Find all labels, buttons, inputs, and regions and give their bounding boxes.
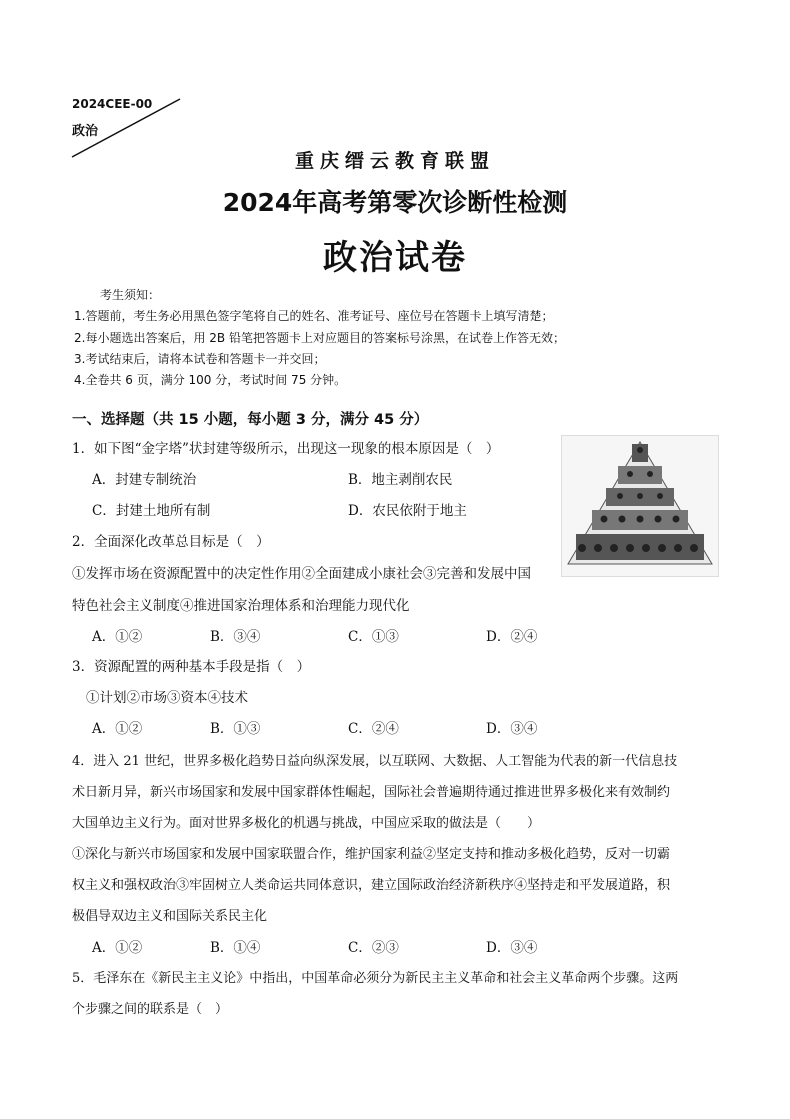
question-5-stem-cont: 个步骤之间的联系是（ ） [72, 1002, 229, 1017]
q2-option-a: A．①② [92, 629, 143, 645]
organization-title: 重庆缙云教育联盟 [294, 150, 495, 172]
question-4-statements: ①深化与新兴市场国家和发展中国家联盟合作，维护国家利益②坚定支持和推动多极化趋势，反对一切霸 [72, 847, 671, 862]
q3-option-d: D．③④ [486, 721, 538, 737]
q4-option-b: B．①④ [210, 940, 261, 956]
exam-title: 2024年高考第零次诊断性检测 [222, 188, 568, 217]
notice-item: 4.全卷共 6 页，满分 100 分，考试时间 75 分钟。 [74, 373, 347, 387]
question-3-statements: ①计划②市场③资本④技术 [86, 690, 248, 706]
question-4-statements-cont: 权主义和强权政治③牢固树立人类命运共同体意识，建立国际政治经济新秩序④坚持走和平发展道路，积 [72, 878, 671, 893]
q3-option-c: C．②④ [348, 721, 399, 737]
question-5-stem: 5．毛泽东在《新民主主义论》中指出，中国革命必须分为新民主主义革命和社会主义革命两个步骤。这两 [72, 971, 679, 986]
q1-option-c: C．封建土地所有制 [92, 503, 211, 519]
section-heading: 一、选择题（共 15 小题，每小题 3 分，满分 45 分） [72, 412, 429, 428]
q1-option-d: D．农民依附于地主 [348, 503, 467, 519]
paper-title: 政治试卷 [323, 238, 467, 278]
q2-option-d: D．②④ [486, 629, 538, 645]
q4-option-c: C．②③ [348, 940, 399, 956]
q4-option-a: A．①② [92, 940, 143, 956]
question-2-statements-cont: 特色社会主义制度④推进国家治理体系和治理能力现代化 [72, 598, 410, 614]
q4-option-d: D．③④ [486, 940, 538, 956]
q3-option-a: A．①② [92, 721, 143, 737]
notice-item: 1.答题前，考生务必用黑色签字笔将自己的姓名、准考证号、座位号在答题卡上填写清楚； [74, 309, 554, 323]
question-2-statements: ①发挥市场在资源配置中的决定性作用②全面建成小康社会③完善和发展中国 [72, 566, 531, 582]
notice-item: 2.每小题选出答案后，用 2B 铅笔把答题卡上对应题目的答案标号涂黑，在试卷上作答无效； [74, 331, 565, 345]
notice-item: 3.考试结束后，请将本试卷和答题卡一并交回； [74, 352, 326, 366]
question-3-stem: 3．资源配置的两种基本手段是指（ ） [72, 659, 311, 675]
q2-option-c: C．①③ [348, 629, 399, 645]
notice-heading: 考生须知： [100, 288, 161, 302]
question-4-stem-cont: 大国单边主义行为。面对世界多极化的机遇与挑战，中国应采取的做法是（ ） [72, 816, 541, 831]
q2-option-b: B．③④ [210, 629, 261, 645]
subject-label: 政治 [72, 124, 99, 139]
question-2-stem: 2．全面深化改革总目标是（ ） [72, 534, 270, 550]
question-4-stem: 4．进入 21 世纪，世界多极化趋势日益向纵深发展，以互联网、大数据、人工智能为代表的新一代信息技 [72, 754, 678, 769]
q3-option-b: B．①③ [210, 721, 261, 737]
q1-option-a: A．封建专制统治 [92, 472, 197, 488]
pyramid-illustration [562, 436, 718, 576]
q1-option-b: B．地主剥削农民 [348, 472, 453, 488]
exam-code: 2024CEE-00 [72, 97, 153, 111]
question-1-stem: 1．如下图“金字塔”状封建等级所示，出现这一现象的根本原因是（ ） [72, 441, 500, 457]
question-4-stem-cont: 术日新月异，新兴市场国家和发展中国家群体性崛起，国际社会普遍期待通过推进世界多极化来有效制约 [72, 785, 671, 800]
question-4-statements-cont: 极倡导双边主义和国际关系民主化 [72, 909, 268, 924]
feudal-pyramid-image [561, 435, 719, 577]
